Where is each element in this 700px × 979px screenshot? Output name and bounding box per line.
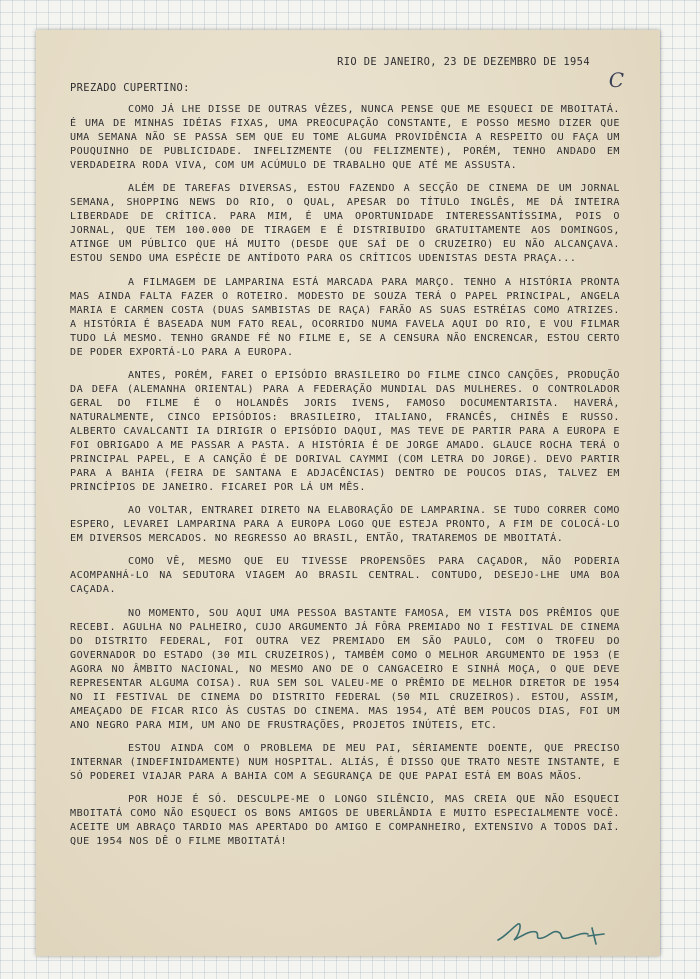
paragraph: ESTOU AINDA COM O PROBLEMA DE MEU PAI, SÈRIAMENTE DOENTE, QUE PRECISO INTERNAR (INDEFINIDAMENTE) NUM HOSPITAL. ALIÁS, É DISSO QUE TRATO NESTE INSTANTE, E SÓ PODEREI VIAJAR PARA A BAHIA COM A SEGURANÇA DE QUE PAPAI ESTÁ EM BOAS MÃOS.	[70, 742, 620, 783]
paragraph: COMO VÊ, MESMO QUE EU TIVESSE PROPENSÕES PARA CAÇADOR, NÃO PODERIA ACOMPANHÁ-LO NA SEDUTORA VIAGEM AO BRASIL CENTRAL. CONTUDO, DESEJO-LHE UMA BOA CAÇADA.	[70, 556, 620, 596]
paragraph: AO VOLTAR, ENTRAREI DIRETO NA ELABORAÇÃO DE LAMPARINA. SE TUDO CORRER COMO ESPERO, LEVAREI LAMPARINA PARA A EUROPA LOGO QUE ESTEJA PRONTO, A FIM DE COLOCÁ-LO EM DIVERSOS MERCADOS. NO REGRESSO AO BRASIL, ENTÃO, TRATAREMOS DE MBOITATÁ.	[70, 505, 620, 545]
paragraph: ANTES, PORÉM, FAREI O EPISÓDIO BRASILEIRO DO FILME CINCO CANÇÕES, PRODUÇÃO DA DEFA (ALEMANHA ORIENTAL) PARA A FEDERAÇÃO MUNDIAL DAS MULHERES. O CONTROLADOR GERAL DO FILME É O HOLANDÊS JORIS IVENS, FAMOSO DOCUMENTARISTA. HAVERÁ, NATURALMENTE, CINCO EPISÓDIOS: BRASILEIRO, ITALIANO, FRANCÊS, CHINÊS E RUSSO. ALBERTO CAVALCANTI IA DIRIGIR O EPISÓDIO DAQUI, MAS TEVE DE PARTIR PARA A EUROPA E FOI OBRIGADO A ME PASSAR A PASTA. A HISTÓRIA É DE JORGE AMADO. GLAUCE ROCHA TERÁ O PRINCIPAL PAPEL, E A CANÇÃO É DE DORIVAL CAYMMI (COM LETRA DO JORGE). DEVO PARTIR PARA A BAHIA (FEIRA DE SANTANA E ADJACÊNCIAS) DENTRO DE POUCOS DIAS, TALVEZ EM PRINCÍPIOS DE JANEIRO. FICAREI POR LÁ UM MÊS.	[70, 369, 620, 494]
dateline: RIO DE JANEIRO, 23 DE DEZEMBRO DE 1954	[337, 56, 590, 68]
paragraph: POR HOJE É SÓ. DESCULPE-ME O LONGO SILÊNCIO, MAS CREIA QUE NÃO ESQUECI MBOITATÁ COMO NÃO ESQUECI OS BONS AMIGOS DE UBERLÂNDIA E MUITO ESPECIALMENTE VOCÊ. ACEITE UM ABRAÇO TARDIO MAS APERTADO DO AMIGO E COMPANHEIRO, EXTENSIVO A TODOS DAÍ. QUE 1954 NOS DÊ O FILME MBOITATÁ!	[70, 794, 620, 848]
greeting: PREZADO CUPERTINO:	[70, 82, 190, 94]
archive-mark: C	[608, 68, 624, 92]
letter-sheet	[36, 30, 660, 956]
paragraph: A FILMAGEM DE LAMPARINA ESTÁ MARCADA PARA MARÇO. TENHO A HISTÓRIA PRONTA MAS AINDA FALTA FAZER O ROTEIRO. MODESTO DE SOUZA TERÁ O PAPEL PRINCIPAL, ANGELA MARIA E CARMEN COSTA (DUAS SAMBISTAS DE RAÇA) FARÃO AS SUAS ESTRÉIAS COMO ATRIZES. A HISTÓRIA É BASEADA NUM FATO REAL, OCORRIDO NUMA FAVELA AQUI DO RIO, E VOU FILMAR TUDO LÁ MESMO. TENHO GRANDE FÉ NO FILME E, SE A CENSURA NÃO ENCRENCAR, ESTOU CERTO DE PODER EXPORTÁ-LO PARA A EUROPA.	[70, 276, 620, 358]
paragraph: COMO JÁ LHE DISSE DE OUTRAS VÊZES, NUNCA PENSE QUE ME ESQUECI DE MBOITATÁ. É UMA DE MINHAS IDÉIAS FIXAS, UMA PREOCUPAÇÃO CONSTANTE, E POSSO MESMO DIZER QUE UMA SEMANA NÃO SE PASSA SEM QUE EU TOME ALGUMA PROVIDÊNCIA A RESPEITO OU FAÇA UM POUQUINHO DE PUBLICIDADE. INFELIZMENTE (OU FELIZMENTE), PORÉM, TENHO ANDADO EM VERDADEIRA RODA VIVA, COM UM ACÚMULO DE TRABALHO QUE ATÉ ME ASSUSTA.	[70, 104, 620, 172]
handwritten-signature	[492, 914, 622, 948]
paragraph: NO MOMENTO, SOU AQUI UMA PESSOA BASTANTE FAMOSA, EM VISTA DOS PRÊMIOS QUE RECEBI. AGULHA NO PALHEIRO, CUJO ARGUMENTO JÁ FÔRA PREMIADO NO I FESTIVAL DE CINEMA DO DISTRITO FEDERAL, FOI OUTRA VEZ PREMIADO EM SÃO PAULO, COM O TROFEU DO GOVERNADOR DO ESTADO (30 MIL CRUZEIROS), TAMBÉM COMO O MELHOR ARGUMENTO DE 1953 (E AGORA NO ÂMBITO NACIONAL, NO MESMO ANO DE O CANGACEIRO E SINHÁ MOÇA, O QUE DEVE REPRESENTAR ALGUMA COISA). RUA SEM SOL VALEU-ME O PRÊMIO DE MELHOR DIRETOR DE 1954 NO II FESTIVAL DE CINEMA DO DISTRITO FEDERAL (50 MIL CRUZEIROS). ESTOU, ASSIM, AMEAÇADO DE FICAR RICO ÀS CUSTAS DO CINEMA. MAS 1954, ATÉ BEM POUCOS DIAS, FOI UM ANO NEGRO PARA MIM, UM ANO DE FRUSTRAÇÕES, PROJETOS INÚTEIS, ETC.	[70, 607, 620, 731]
paragraph: ALÉM DE TAREFAS DIVERSAS, ESTOU FAZENDO A SECÇÃO DE CINEMA DE UM JORNAL SEMANA, SHOPPING NEWS DO RIO, O QUAL, APESAR DO TÍTULO INGLÊS, ME DÁ INTEIRA LIBERDADE DE CRÍTICA. PARA MIM, É UMA OPORTUNIDADE INTERESSANTÍSSIMA, POIS O JORNAL, QUE TEM 100.000 DE TIRAGEM E É DISTRIBUIDO GRATUITAMENTE AOS DOMINGOS, ATINGE UM PÚBLICO QUE HÁ MUITO (DESDE QUE SAÍ DE O CRUZEIRO) EU NÃO ALCANÇAVA. ESTOU SENDO UMA ESPÉCIE DE ANTÍDOTO PARA OS CRÍTICOS UDENISTAS DESTA PRAÇA...	[70, 183, 620, 265]
